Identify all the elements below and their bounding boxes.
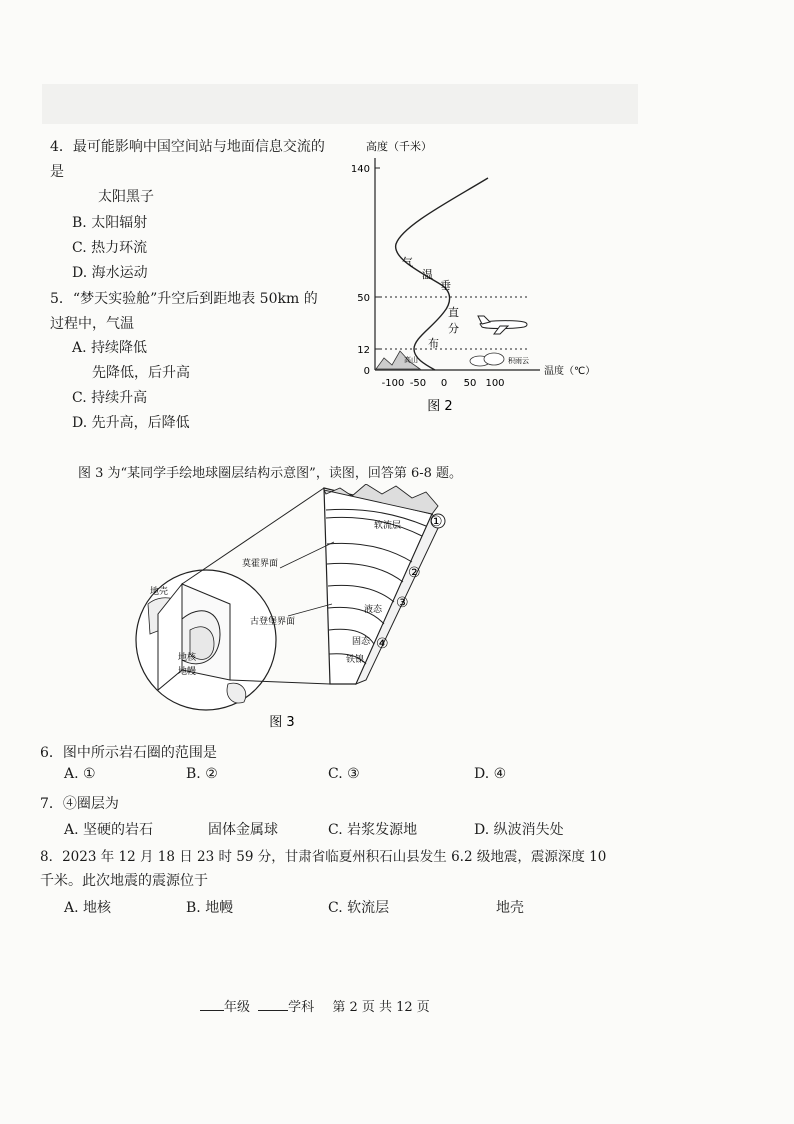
fig2-xlabel: 温度（℃） (544, 366, 596, 377)
fig2-char-1: 气 (402, 256, 413, 269)
q4-option-c: C. 热力环流 (72, 240, 148, 256)
q6-option-c: C. ③ (328, 766, 360, 782)
q5-option-c: C. 持续升高 (72, 390, 148, 406)
q4-stem-line1: 4．最可能影响中国空间站与地面信息交流的 (50, 139, 325, 155)
marker-1: ① (430, 514, 443, 530)
q4-option-a: 太阳黑子 (98, 189, 154, 205)
q6-option-d: D. ④ (474, 766, 507, 782)
figure-3-earth-layers (120, 484, 460, 736)
q8-stem-line1: 8．2023 年 12 月 18 日 23 时 59 分，甘肃省临夏州积石山县发生 6.2 级地震，震源深度 10 (40, 849, 607, 865)
header-shade (42, 84, 638, 124)
label-moho: 莫霍界面 (242, 559, 279, 569)
q8-option-a: A. 地核 (64, 900, 112, 916)
label-asthenosphere: 软流层 (374, 521, 402, 531)
fig2-caption: 图 2 (427, 399, 453, 414)
q8-option-c: C. 软流层 (328, 900, 390, 916)
ytick-50: 50 (357, 293, 370, 304)
airplane-icon (478, 316, 527, 334)
q4-option-b: B. 太阳辐射 (72, 215, 148, 231)
ytick-0: 0 (363, 366, 370, 377)
label-crust: 地壳 (150, 587, 169, 597)
fig2-char-5: 分 (448, 322, 459, 335)
q7-option-d: D. 纵波消失处 (474, 822, 564, 838)
cloud-icon (470, 353, 504, 366)
fig2-char-3: 垂 (440, 279, 451, 292)
figure-2-temperature-profile (340, 136, 610, 426)
fig2-char-2: 温 (422, 268, 433, 281)
q4-option-d: D. 海水运动 (72, 265, 148, 281)
mountain-label: 高山 (404, 356, 418, 364)
label-iron-nickel: 铁镍 (346, 655, 365, 665)
label-core: 地核 (178, 653, 197, 663)
label-mantle: 地幔 (178, 667, 197, 677)
marker-3: ③ (396, 595, 409, 611)
xtick-neg100: -100 (381, 378, 405, 389)
footer-subject: 学科 (288, 1000, 315, 1015)
q7-option-c: C. 岩浆发源地 (328, 822, 418, 838)
q6-option-b: B. ② (186, 766, 218, 782)
cloud-label: 积雨云 (508, 357, 529, 365)
footer-subject-blank (258, 1010, 288, 1011)
footer-page: 第 2 页 共 12 页 (332, 1000, 430, 1015)
q7-option-b: 固体金属球 (208, 822, 278, 838)
q5-stem-line1: 5．“梦天实验舱”升空后到距地表 50km 的 (50, 291, 318, 307)
temperature-curve (396, 178, 488, 370)
label-solid: 固态 (352, 637, 371, 647)
xtick-neg50: -50 (409, 378, 427, 389)
q5-option-b: 先降低，后升高 (92, 365, 190, 381)
q8-option-d: 地壳 (496, 900, 524, 916)
xtick-50: 50 (463, 378, 477, 389)
ytick-12: 12 (357, 345, 370, 356)
fig2-ylabel: 高度（千米） (366, 140, 432, 153)
label-liquid: 液态 (364, 605, 383, 615)
marker-4: ④ (376, 636, 389, 652)
label-gutenberg: 古登堡界面 (250, 617, 296, 627)
fig2-char-6: 布 (428, 337, 439, 350)
q4-stem-line2: 是 (50, 164, 64, 180)
footer-grade: 年级 (224, 1000, 251, 1015)
ytick-140: 140 (350, 164, 370, 175)
footer (200, 996, 430, 1015)
fig3-intro: 图 3 为“某同学手绘地球圈层结构示意图”，读图，回答第 6-8 题。 (78, 466, 463, 481)
q6-stem: 6．图中所示岩石圈的范围是 (40, 745, 217, 761)
q5-stem-line2: 过程中，气温 (50, 316, 134, 332)
q7-stem: 7．④圈层为 (40, 796, 119, 812)
fig2-char-4: 直 (448, 306, 459, 319)
marker-2: ② (408, 565, 421, 581)
fig3-caption: 图 3 (269, 715, 295, 730)
q8-option-b: B. 地幔 (186, 900, 234, 916)
xtick-0: 0 (440, 378, 448, 389)
q5-option-a: A. 持续降低 (72, 340, 148, 356)
q8-stem-line2: 千米。此次地震的震源位于 (40, 873, 208, 889)
xtick-100: 100 (485, 378, 505, 389)
q5-option-d: D. 先升高，后降低 (72, 415, 190, 431)
layer-wedge (324, 484, 440, 684)
footer-grade-blank (200, 1010, 224, 1011)
q6-option-a: A. ① (64, 766, 96, 782)
q7-option-a: A. 坚硬的岩石 (64, 822, 154, 838)
